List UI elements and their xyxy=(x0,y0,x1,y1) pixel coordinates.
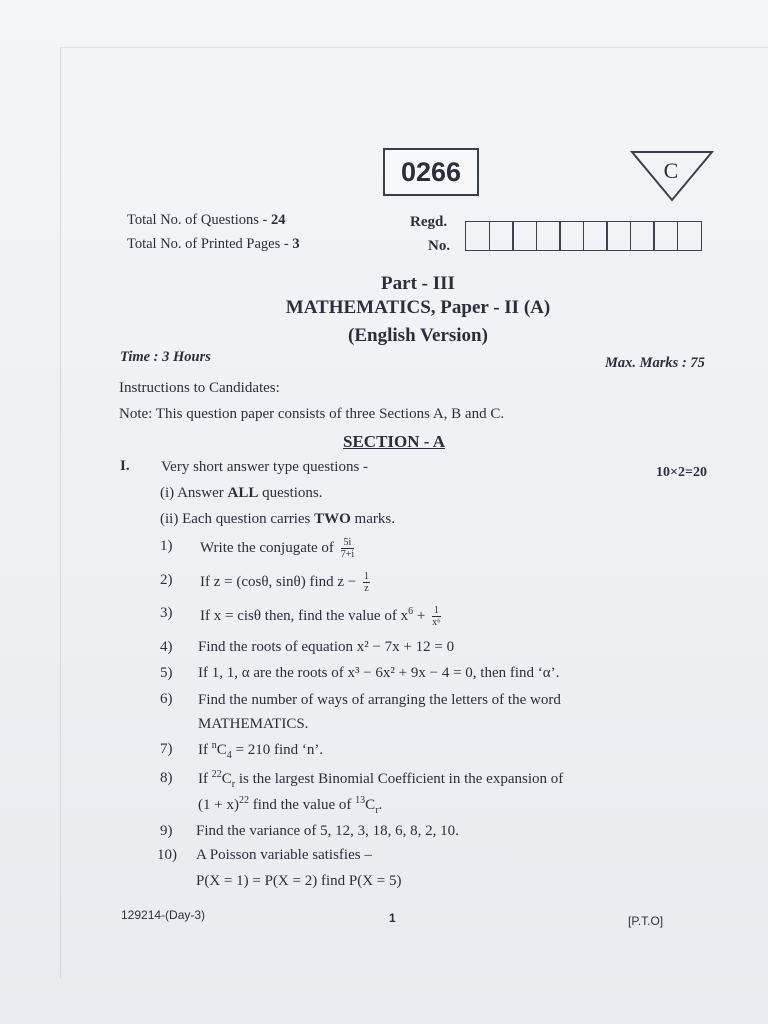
question-number: 5) xyxy=(160,665,173,681)
fraction: $\frac{1}{z}$ xyxy=(364,571,369,594)
question-group-number: I. xyxy=(120,458,130,474)
regd-box xyxy=(536,221,561,251)
rule-marks-each: (ii) Each question carries TWO marks. xyxy=(160,511,395,527)
please-turn-over: [P.T.O] xyxy=(628,914,664,928)
time-label: Time : 3 Hours xyxy=(120,349,211,365)
total-pages: Total No. of Printed Pages - 3 xyxy=(127,236,300,252)
regd-box xyxy=(606,221,631,251)
total-questions: Total No. of Questions - 24 xyxy=(127,212,286,228)
paper-code: 0266 xyxy=(383,148,479,196)
no-label: No. xyxy=(428,238,451,254)
regd-box xyxy=(583,221,608,251)
instructions-heading: Instructions to Candidates: xyxy=(119,380,280,396)
question-number: 7) xyxy=(160,741,173,757)
regd-box xyxy=(512,221,537,251)
question-8: If $^{22}C_r$ is the largest Binomial Coefficient in the expansion of xyxy=(198,769,564,790)
set-letter-triangle xyxy=(630,150,714,207)
question-6: Find the number of ways of arranging the letters of the word xyxy=(198,692,561,708)
question-number: 4) xyxy=(160,639,173,655)
question-4: Find the roots of equation x² − 7x + 12 = 0 xyxy=(198,639,455,655)
rule-answer-all: (i) Answer ALL questions. xyxy=(160,485,323,501)
section-heading: SECTION - A xyxy=(343,432,446,451)
question-number: 3) xyxy=(160,605,173,621)
fraction: $\frac{1}{\text{x⁶}}$ xyxy=(432,605,441,628)
question-number: 10) xyxy=(157,847,177,863)
part-heading: Part - III xyxy=(381,273,455,294)
question-1: Write the conjugate of $\frac{5i}{7+i}$ xyxy=(200,537,355,560)
regd-box xyxy=(559,221,584,251)
question-number: 2) xyxy=(160,572,173,588)
max-marks-label: Max. Marks : 75 xyxy=(605,355,705,371)
question-10-continued: P(X = 1) = P(X = 2) find P(X = 5) xyxy=(196,873,402,889)
question-7: If $^nC_4 = 210$ find ‘n’. xyxy=(198,740,324,761)
section-marks: 10×2=20 xyxy=(656,465,707,480)
question-6-continued: MATHEMATICS. xyxy=(198,716,309,732)
question-3: If x = cisθ then, find the value of $x^6$ + $\frac{1}{\text{x⁶}}$ xyxy=(200,605,441,628)
question-number: 1) xyxy=(160,538,173,554)
question-number: 9) xyxy=(160,823,173,839)
fraction: $\frac{5i}{7+i}$ xyxy=(340,537,355,560)
regd-label: Regd. xyxy=(410,214,448,230)
regd-box xyxy=(677,221,702,251)
question-5: If 1, 1, α are the roots of x³ − 6x² + 9x − 4 = 0, then find ‘α’. xyxy=(198,665,560,681)
note-text: Note: This question paper consists of three Sections A, B and C. xyxy=(119,406,505,422)
page-number: 1 xyxy=(389,911,396,925)
regd-box xyxy=(465,221,490,251)
question-9: Find the variance of 5, 12, 3, 18, 6, 8, 2, 10. xyxy=(196,823,459,839)
question-number: 6) xyxy=(160,691,173,707)
regd-box xyxy=(630,221,655,251)
regd-box xyxy=(489,221,514,251)
question-8-continued: $(1 + x)^{22}$ find the value of $^{13}C_r$. xyxy=(198,795,383,816)
question-2: If z = (cosθ, sinθ) find z − $\frac{1}{z}$ xyxy=(200,571,369,594)
registration-number-boxes xyxy=(465,221,700,251)
footer-code: 129214-(Day-3) xyxy=(121,908,206,922)
question-number: 8) xyxy=(160,770,173,786)
version-heading: (English Version) xyxy=(348,325,488,346)
regd-box xyxy=(653,221,678,251)
paper-title: MATHEMATICS, Paper - II (A) xyxy=(285,297,551,318)
question-type: Very short answer type questions - xyxy=(161,459,369,475)
set-letter: C xyxy=(663,158,679,183)
question-10: A Poisson variable satisfies – xyxy=(196,847,372,863)
